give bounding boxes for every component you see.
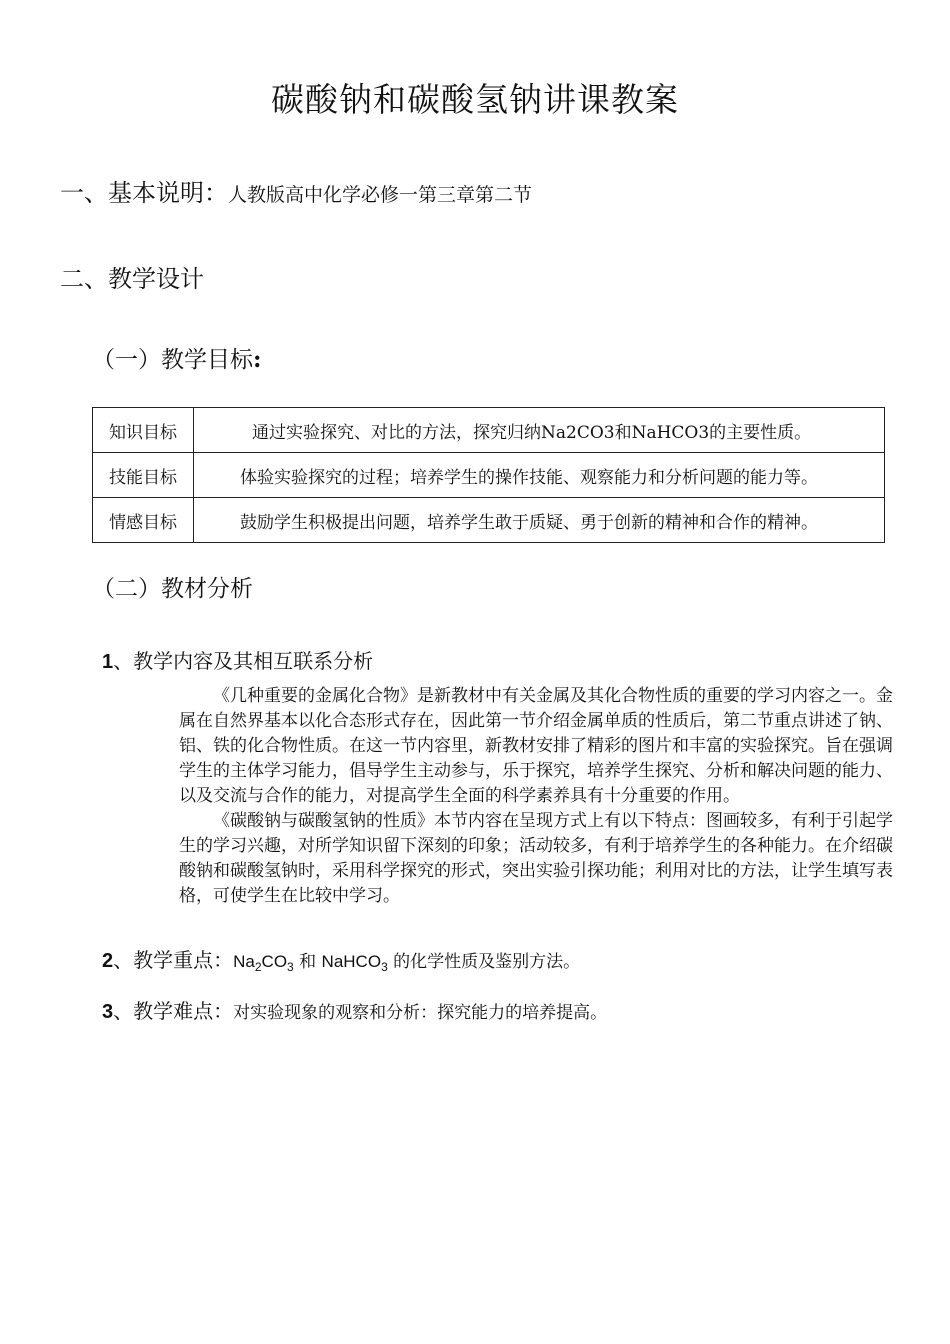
section-basic-info-heading: 一、基本说明： (60, 179, 228, 207)
section-basic-info (60, 173, 532, 208)
paragraph: 《几种重要的金属化合物》是新教材中有关金属及其化合物性质的重要的学习内容之一。金属在自然界基本以化合态形式存在，因此第一节介绍金属单质的性质后，第二节重点讲述了钠、铝、铁的化合物性质。在这一节内容里，新教材安排了精彩的图片和丰富的实验探究。旨在强调学生的主体学习能力，倡导学生主动参与，乐于探究，培养学生探究、分析和解决问题的能力、以及交流与合作的能力，对提高学生全面的科学素养具有十分重要的作用。 (179, 686, 893, 806)
goals-row-skill (93, 453, 885, 498)
subsection-teaching-goals (92, 341, 262, 374)
item-heading-text: 、教学重点： (113, 948, 234, 972)
goal-label: 知识目标 (93, 408, 194, 453)
item-number: 3 (102, 1001, 114, 1023)
section-teaching-design: 二、教学设计 (60, 265, 204, 293)
goals-row-emotion (93, 498, 885, 543)
and-text: 和 (293, 952, 322, 972)
item-key-points (102, 944, 580, 973)
formula-na2co3-a: Na (233, 952, 255, 971)
formula-subscript: 3 (287, 960, 294, 974)
item-number: 2 (102, 950, 114, 972)
formula-subscript: 2 (254, 960, 262, 974)
goals-table (92, 407, 885, 543)
item-heading-text: 、教学内容及其相互联系分析 (113, 649, 374, 673)
item-difficult-points (102, 995, 607, 1024)
paragraph: 《碳酸钠与碳酸氢钠的性质》本节内容在呈现方式上有以下特点：图画较多，有利于引起学生的学习兴趣，对所学知识留下深刻的印象；活动较多，有利于培养学生的各种能力。在介绍碳酸钠和碳酸氢钠时，采用科学探究的形式，突出实验引探功能；利用对比的方法，让学生填写表格，可使学生在比较中学习。 (179, 811, 893, 906)
formula-na2co3-b: CO (261, 952, 288, 971)
key-points-text (233, 952, 580, 972)
goal-label: 技能目标 (93, 453, 194, 498)
item-number: 1 (102, 651, 114, 673)
goal-text: 体验实验探究的过程；培养学生的操作技能、观察能力和分析问题的能力等。 (194, 453, 885, 498)
content-analysis-body (179, 684, 893, 909)
difficult-points-text: 对实验现象的观察和分析：探究能力的培养提高。 (233, 1003, 608, 1023)
subsection-teaching-goals-colon: : (253, 346, 262, 373)
subsection-teaching-goals-heading: （一）教学目标 (92, 347, 253, 373)
goal-text: 鼓励学生积极提出问题，培养学生敢于质疑、勇于创新的精神和合作的精神。 (194, 498, 885, 543)
item-content-analysis-heading (102, 645, 373, 674)
document-title: 碳酸钠和碳酸氢钠讲课教案 (271, 80, 679, 119)
key-points-rest: 的化学性质及鉴别方法。 (387, 952, 581, 972)
item-heading-text: 、教学难点： (113, 999, 234, 1023)
formula-nahco3: NaHCO (321, 952, 382, 971)
goals-row-knowledge (93, 408, 885, 453)
section-basic-info-value: 人教版高中化学必修一第三章第二节 (228, 184, 533, 206)
goal-text: 通过实验探究、对比的方法，探究归纳Na2CO3和NaHCO3的主要性质。 (194, 408, 885, 453)
goal-label: 情感目标 (93, 498, 194, 543)
subsection-material-analysis: （二）教材分析 (92, 576, 253, 602)
formula-subscript: 3 (381, 960, 388, 974)
